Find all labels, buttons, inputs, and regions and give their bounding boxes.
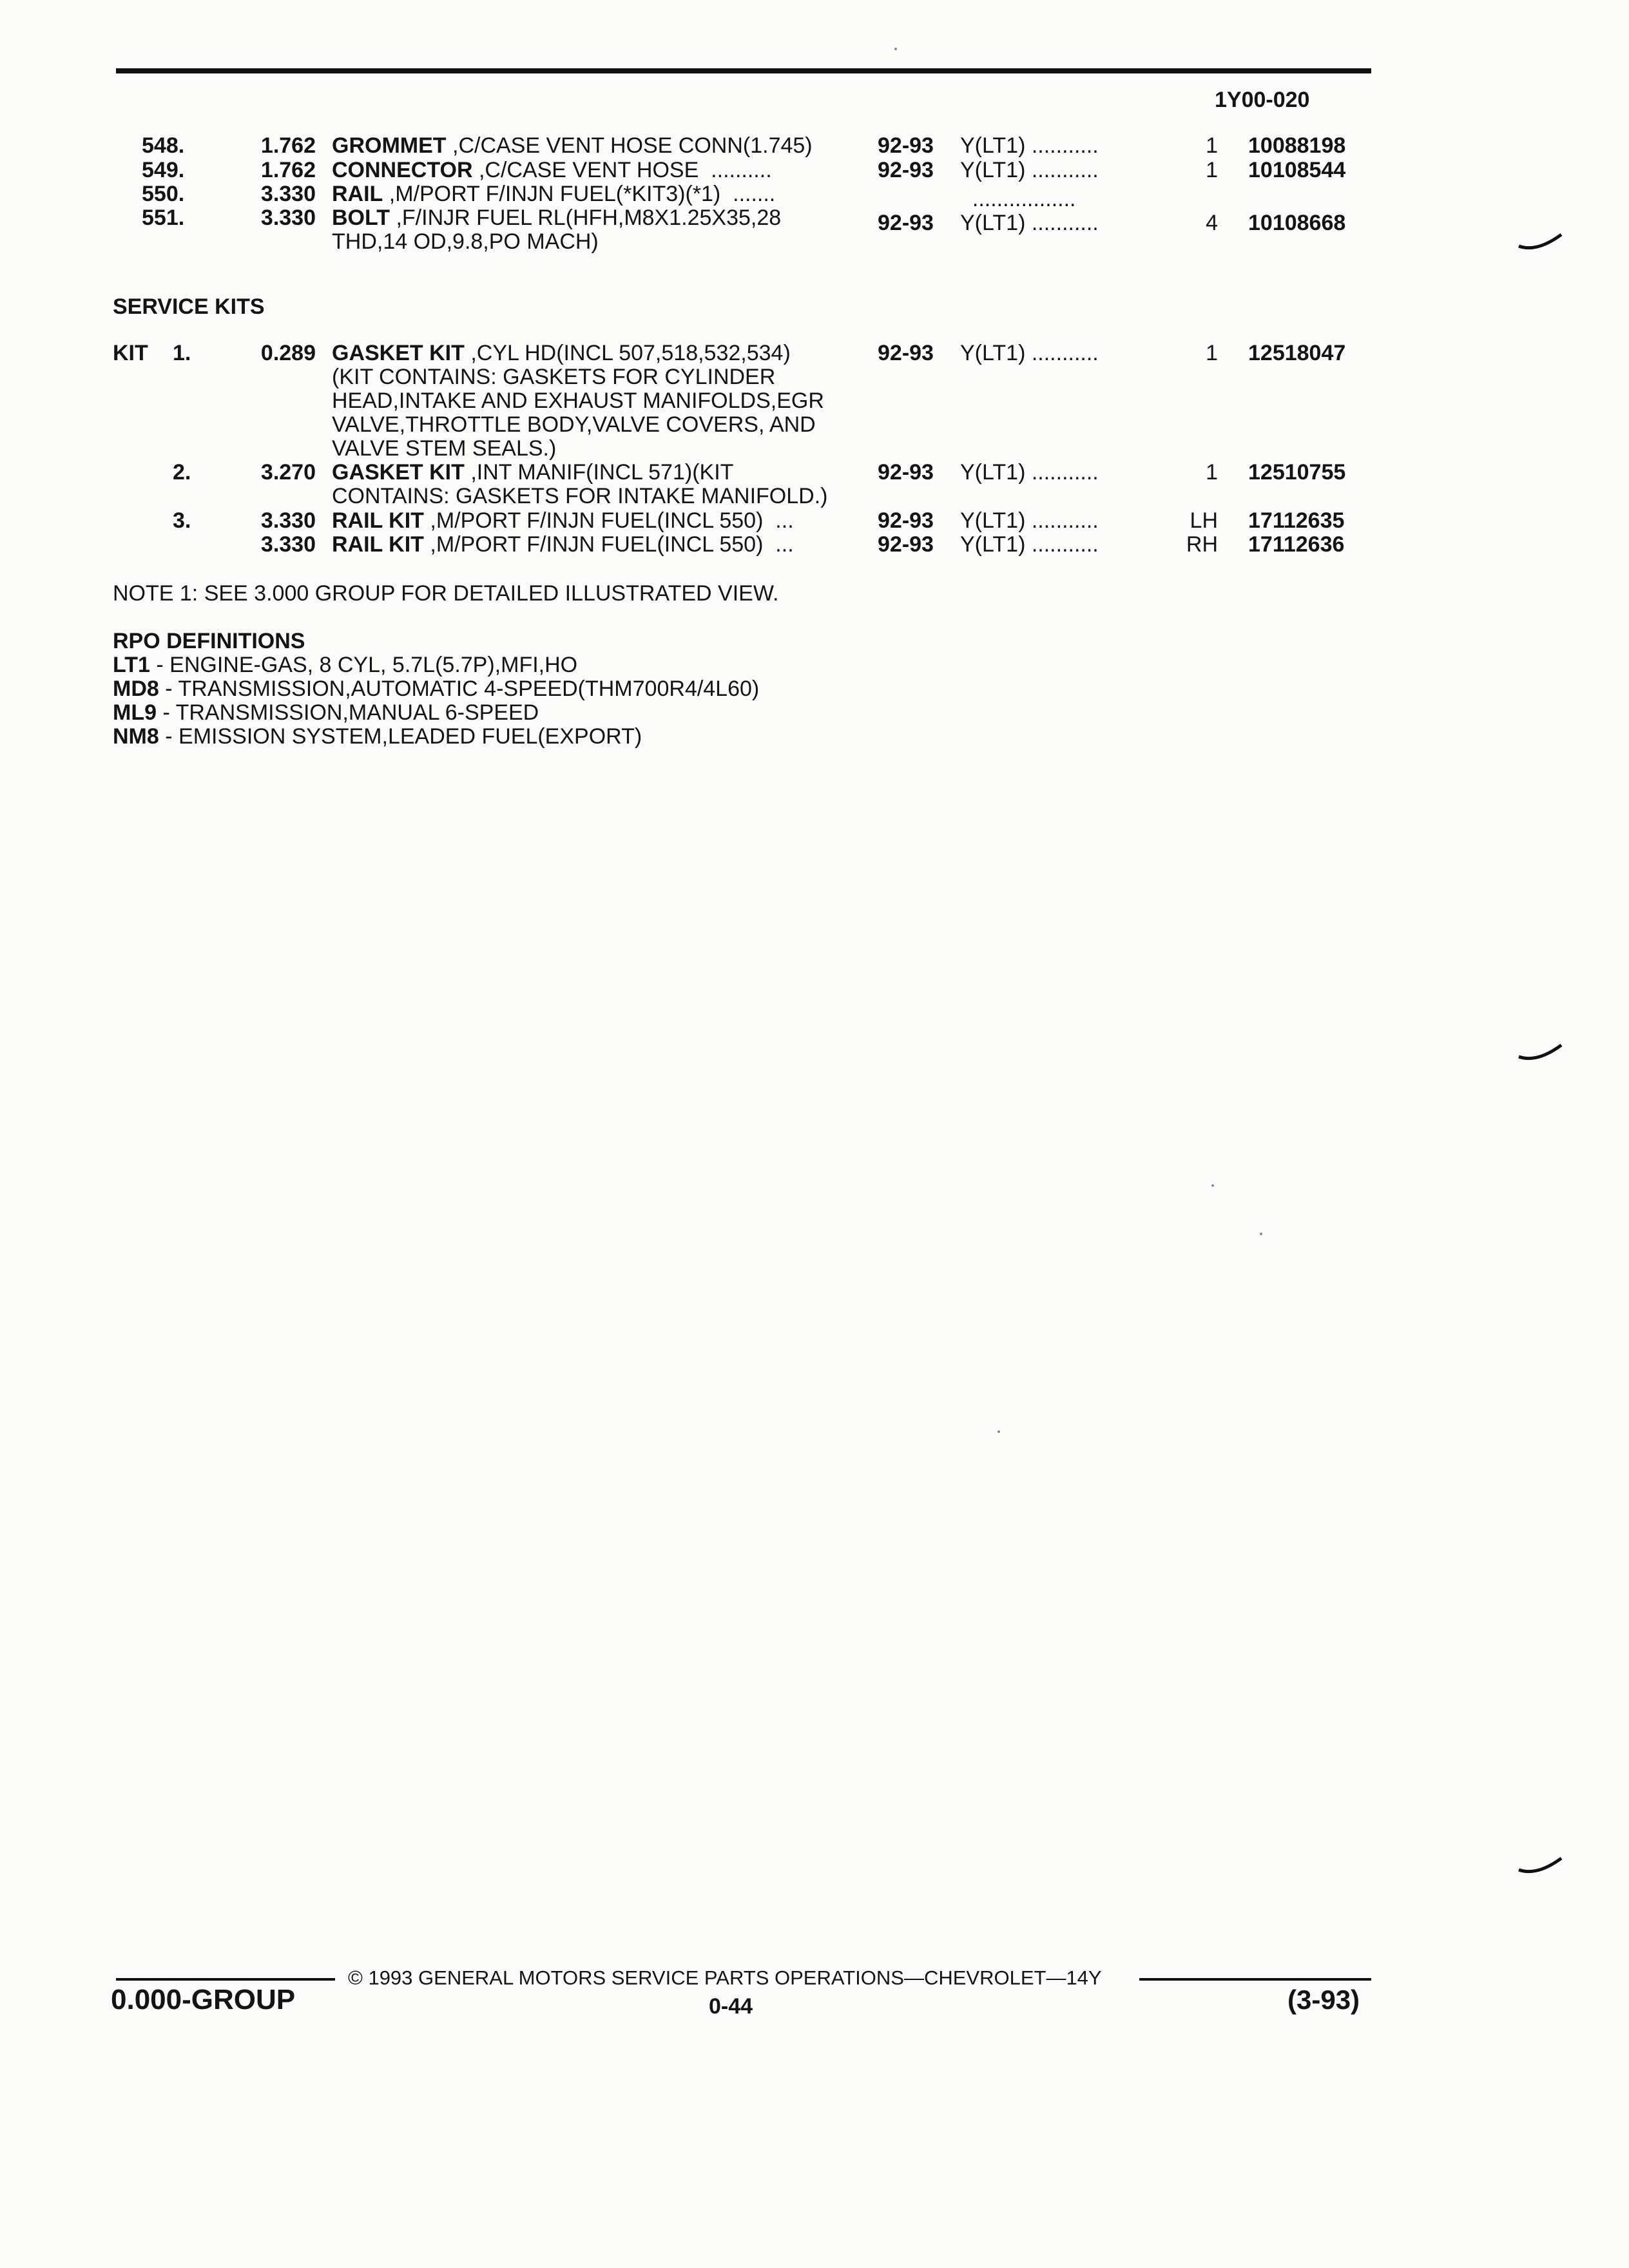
kit-description-continuation: CONTAINS: GASKETS FOR INTAKE MANIFOLD.) — [332, 484, 828, 508]
side-indicator: RH — [1186, 532, 1218, 557]
kit-name: RAIL KIT — [332, 532, 424, 557]
page-id: 1Y00-020 — [1215, 88, 1310, 112]
model-years: 92-93 — [878, 508, 934, 533]
kit-description-continuation: HEAD,INTAKE AND EXHAUST MANIFOLDS,EGR — [332, 389, 824, 413]
model-code: Y(LT1) ........... — [960, 508, 1099, 533]
kit-description-continuation: (KIT CONTAINS: GASKETS FOR CYLINDER — [332, 365, 776, 389]
section-title-service-kits: SERVICE KITS — [113, 294, 265, 319]
kit-number: 3. — [173, 508, 191, 533]
part-number: 551. — [142, 206, 185, 230]
model-years: 92-93 — [878, 133, 934, 158]
part-name: CONNECTOR — [332, 158, 473, 182]
part-row-549 — [0, 159, 1629, 184]
model-code: Y(LT1) ........... — [960, 158, 1099, 182]
model-code: Y(LT1) ........... — [960, 133, 1099, 158]
kit-desc-text: ,M/PORT F/INJN FUEL(INCL 550) ... — [423, 532, 794, 557]
quantity: 1 — [1206, 133, 1218, 158]
group-label: 0.000-GROUP — [111, 1984, 296, 2015]
part-number: 549. — [142, 158, 185, 182]
scan-speck — [998, 1430, 1000, 1433]
binder-mark — [1518, 232, 1563, 251]
part-number-catalog: 12510755 — [1248, 460, 1346, 485]
kit-description-continuation: VALVE,THROTTLE BODY,VALVE COVERS, AND — [332, 412, 816, 437]
kit-row-1 — [0, 341, 1629, 367]
part-number: 550. — [142, 182, 185, 206]
rpo-code: LT1 — [113, 653, 150, 677]
part-number-catalog: 10108668 — [1248, 211, 1346, 235]
model-code: Y(LT1) ........... — [960, 211, 1099, 235]
kit-name: GASKET KIT — [332, 341, 465, 365]
illustration-ref: 3.330 — [260, 508, 316, 533]
rpo-code: MD8 — [113, 677, 159, 701]
part-number-catalog: 10088198 — [1248, 133, 1346, 158]
illustration-ref: 0.289 — [260, 341, 316, 365]
rpo-text: - EMISSION SYSTEM,LEADED FUEL(EXPORT) — [159, 724, 642, 749]
part-desc-text: ,M/PORT F/INJN FUEL(*KIT3)(*1) ....... — [383, 182, 776, 206]
kit-desc-text: ,M/PORT F/INJN FUEL(INCL 550) ... — [423, 508, 794, 533]
quantity: 1 — [1206, 158, 1218, 182]
part-number-catalog: 17112635 — [1248, 508, 1345, 533]
quantity: 1 — [1206, 460, 1218, 485]
kit-label: KIT — [113, 341, 148, 365]
illustration-ref: 3.330 — [260, 532, 316, 557]
part-row-548 — [0, 134, 1629, 160]
kit-description — [332, 461, 873, 484]
kit-description-continuation: VALVE STEM SEALS.) — [332, 436, 557, 461]
rpo-text: - TRANSMISSION,AUTOMATIC 4-SPEED(THM700R4/4L60) — [159, 677, 760, 701]
kit-row-3-rh — [0, 533, 1629, 559]
kit-row-3-lh — [0, 509, 1629, 535]
part-name: BOLT — [332, 206, 390, 230]
part-name: RAIL — [332, 182, 383, 206]
binder-mark — [1518, 1856, 1563, 1875]
rpo-code: ML9 — [113, 700, 157, 725]
kit-desc-text: ,INT MANIF(INCL 571)(KIT — [464, 460, 734, 485]
model-years: 92-93 — [878, 158, 934, 182]
part-desc-text: ,F/INJR FUEL RL(HFH,M8X1.25X35,28 — [390, 206, 782, 230]
copyright-text: © 1993 GENERAL MOTORS SERVICE PARTS OPERATIONS—CHEVROLET—14Y — [348, 1966, 1102, 1989]
illustration-ref: 1.762 — [260, 158, 316, 182]
kit-name: GASKET KIT — [332, 460, 465, 485]
part-number-catalog: 17112636 — [1248, 532, 1345, 557]
part-number-catalog: 12518047 — [1248, 341, 1346, 365]
illustration-ref: 3.330 — [260, 182, 316, 206]
scan-speck — [894, 48, 897, 50]
model-years: 92-93 — [878, 341, 934, 365]
illustration-ref: 3.330 — [260, 206, 316, 230]
part-name: GROMMET — [332, 133, 447, 158]
part-description-continuation: THD,14 OD,9.8,PO MACH) — [332, 229, 599, 254]
quantity: 4 — [1206, 211, 1218, 235]
rpo-text: - TRANSMISSION,MANUAL 6-SPEED — [157, 700, 539, 725]
part-description — [332, 182, 873, 206]
model-code: Y(LT1) ........... — [960, 532, 1099, 557]
model-years: 92-93 — [878, 532, 934, 557]
kit-description — [332, 341, 873, 365]
rpo-definition — [113, 701, 539, 724]
note-text: NOTE 1: SEE 3.000 GROUP FOR DETAILED ILLUSTRATED VIEW. — [113, 581, 779, 606]
rpo-definition — [113, 677, 759, 700]
part-desc-text: ,C/CASE VENT HOSE .......... — [472, 158, 772, 182]
kit-number: 1. — [173, 341, 191, 365]
binder-mark — [1518, 1043, 1563, 1062]
part-description — [332, 134, 873, 157]
part-number-catalog: 10108544 — [1248, 158, 1346, 182]
kit-name: RAIL KIT — [332, 508, 424, 533]
scan-speck — [1260, 1233, 1262, 1235]
rpo-definitions-title: RPO DEFINITIONS — [113, 629, 305, 653]
rpo-definition — [113, 653, 577, 677]
model-years: 92-93 — [878, 460, 934, 485]
kit-description — [332, 509, 873, 532]
kit-desc-text: ,CYL HD(INCL 507,518,532,534) — [464, 341, 791, 365]
illustration-ref: 1.762 — [260, 133, 316, 158]
kit-number: 2. — [173, 460, 191, 485]
part-row-550 — [0, 182, 1629, 211]
header-rule — [116, 68, 1371, 73]
kit-row-2 — [0, 461, 1629, 486]
part-row-551 — [0, 206, 1629, 235]
rpo-definition — [113, 725, 642, 748]
footer-rule-left — [116, 1978, 335, 1981]
model-years: 92-93 — [878, 211, 934, 235]
page-number: 0-44 — [709, 1994, 753, 2019]
rpo-code: NM8 — [113, 724, 159, 749]
part-description — [332, 206, 873, 229]
footer-rule-right — [1139, 1978, 1371, 1981]
model-code: ................. — [960, 187, 1076, 211]
side-indicator: LH — [1190, 508, 1218, 533]
part-description — [332, 159, 873, 182]
kit-description — [332, 533, 873, 556]
illustration-ref: 3.270 — [260, 460, 316, 485]
model-code: Y(LT1) ........... — [960, 341, 1099, 365]
revision-date: (3-93) — [1287, 1984, 1360, 2015]
model-code: Y(LT1) ........... — [960, 460, 1099, 485]
scan-speck — [1211, 1184, 1214, 1187]
part-number: 548. — [142, 133, 185, 158]
quantity: 1 — [1206, 341, 1218, 365]
rpo-text: - ENGINE-GAS, 8 CYL, 5.7L(5.7P),MFI,HO — [149, 653, 578, 677]
part-desc-text: ,C/CASE VENT HOSE CONN(1.745) — [446, 133, 813, 158]
